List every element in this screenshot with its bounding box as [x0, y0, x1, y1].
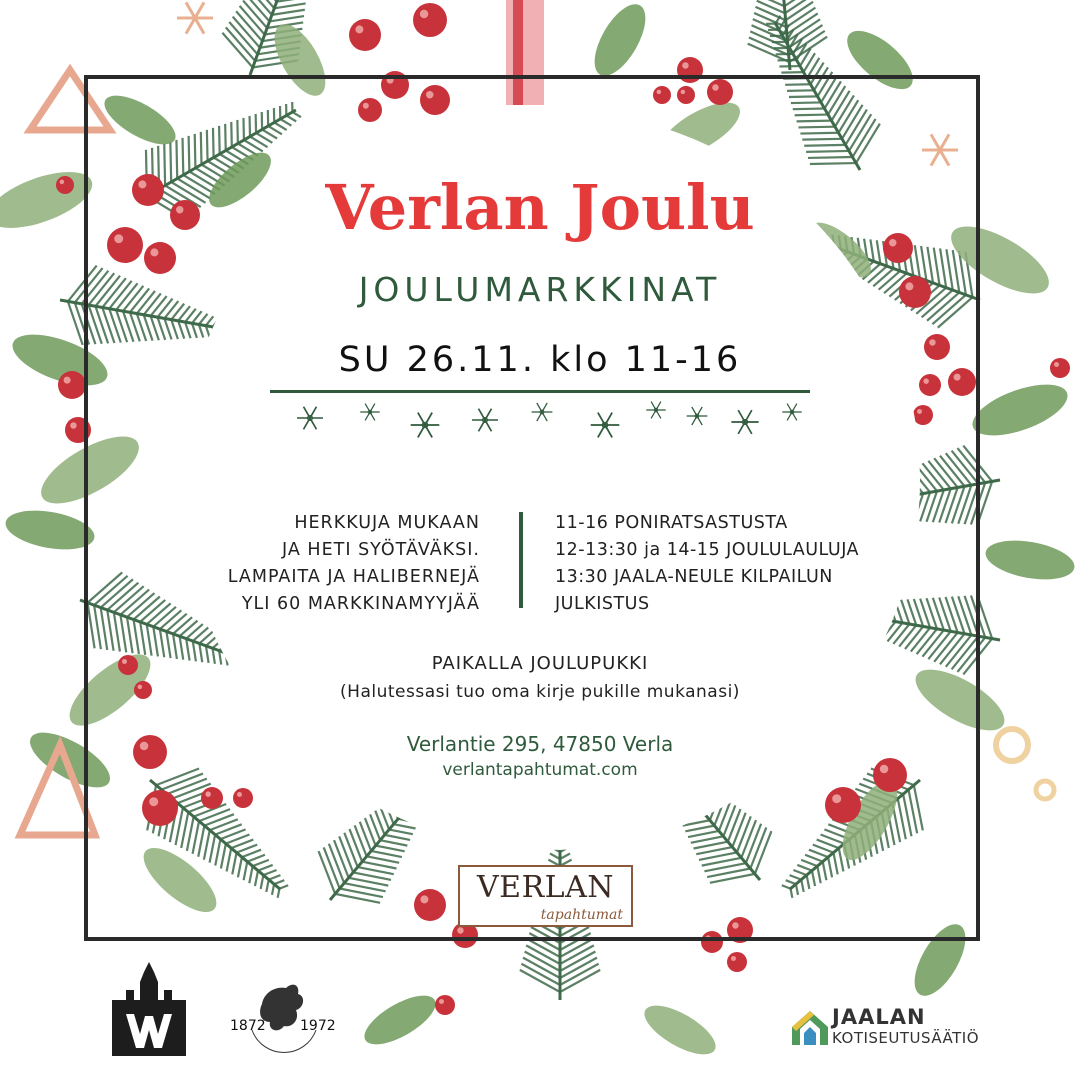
- snowflake-icon: [646, 402, 666, 419]
- verlan-tapahtumat-logo: [458, 865, 633, 927]
- snowflake-icon: [782, 404, 802, 421]
- jaalan-subtitle: KOTISEUTUSÄÄTIÖ: [832, 1029, 979, 1047]
- snowflake-icon: [411, 413, 440, 438]
- event-address: Verlantie 295, 47850 Verla: [406, 732, 674, 756]
- snowflake-icon: [472, 409, 498, 432]
- snowflake-icon: [687, 407, 708, 425]
- santa-announcement: PAIKALLA JOULUPUKKI: [431, 653, 649, 674]
- left-info-line: JA HETI SYÖTÄVÄKSI.: [282, 540, 480, 560]
- left-info-line: HERKKUJA MUKAAN: [294, 513, 480, 533]
- event-date: SU 26.11. klo 11-16: [338, 340, 742, 380]
- seal-year-end: 1972: [300, 1018, 336, 1034]
- event-website[interactable]: verlantapahtumat.com: [442, 760, 638, 780]
- program-line: JULKISTUS: [555, 594, 650, 614]
- program-list: [555, 510, 900, 618]
- vertical-divider: [519, 512, 523, 608]
- logo-sub-text: tapahtumat: [540, 907, 623, 923]
- snowflake-icon: [731, 410, 758, 434]
- program-line: 13:30 JAALA-NEULE KILPAILUN: [555, 567, 833, 587]
- event-subtitle: JOULUMARKKINAT: [358, 270, 722, 309]
- program-line: 12-13:30 ja 14-15 JOULULAULUJA: [555, 540, 860, 560]
- left-info-list: [180, 510, 480, 618]
- house-logo: [790, 1005, 830, 1049]
- snowflake-icon: [297, 407, 323, 430]
- castle-w-logo: [108, 960, 190, 1058]
- snowflake-icon: [360, 404, 380, 421]
- left-info-line: YLI 60 MARKKINAMYYJÄÄ: [241, 594, 480, 614]
- snowflake-icon: [591, 413, 620, 438]
- santa-note: (Halutessasi tuo oma kirje pukille mukanasi): [340, 682, 740, 702]
- logo-main-text: VERLAN: [477, 870, 614, 905]
- snowflake-icon: [532, 403, 553, 421]
- divider-line: [270, 390, 810, 393]
- seal-year-start: 1872: [230, 1018, 266, 1034]
- event-title: Verlan Joulu: [325, 171, 755, 244]
- griffin-seal-logo: [228, 968, 340, 1058]
- left-info-line: LAMPAITA JA HALIBERNEJÄ: [227, 567, 480, 587]
- program-line: 11-16 PONIRATSASTUSTA: [555, 513, 788, 533]
- jaalan-name: JAALAN: [832, 1005, 926, 1029]
